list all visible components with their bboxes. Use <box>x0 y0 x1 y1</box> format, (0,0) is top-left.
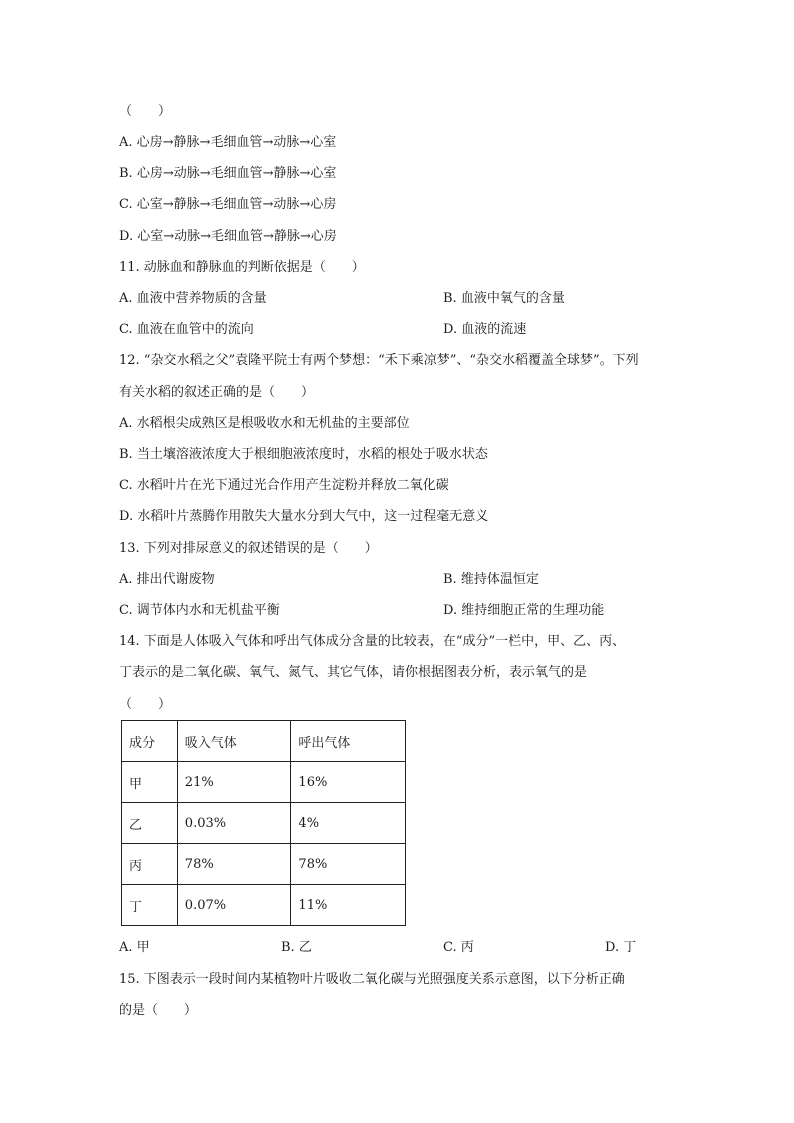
q11-option-b: B. 血液中氧气的含量 <box>443 291 565 306</box>
table-cell: 21% <box>177 762 291 803</box>
table-cell: 16% <box>291 762 406 803</box>
table-header-cell: 吸入气体 <box>177 721 291 762</box>
q13-option-a: A. 排出代谢废物 <box>119 572 215 587</box>
table-cell: 0.03% <box>177 803 291 844</box>
q14-option-a: A. 甲 <box>119 940 150 955</box>
q12-option-c: C. 水稻叶片在光下通过光合作用产生淀粉并释放二氧化碳 <box>119 478 449 493</box>
table-header-row <box>122 721 406 762</box>
table-row <box>122 844 406 885</box>
table-cell: 乙 <box>122 803 178 844</box>
q12-option-a: A. 水稻根尖成熟区是根吸收水和无机盐的主要部位 <box>119 416 410 431</box>
table-cell: 78% <box>177 844 291 885</box>
table-cell: 0.07% <box>177 885 291 926</box>
q14-option-d: D. 丁 <box>605 940 637 955</box>
q14-paren: （ ） <box>119 697 172 712</box>
table-cell: 11% <box>291 885 406 926</box>
table-cell: 4% <box>291 803 406 844</box>
q13-option-b: B. 维持体温恒定 <box>443 572 539 587</box>
q12-stem-line2: 有关水稻的叙述正确的是（ ） <box>119 385 315 400</box>
q10-option-a: A. 心房→静脉→毛细血管→动脉→心室 <box>119 135 337 150</box>
q14-stem-line2: 丁表示的是二氧化碳、氧气、氮气、其它气体，请你根据图表分析，表示氧气的是 <box>119 665 588 680</box>
q12-option-d: D. 水稻叶片蒸腾作用散失大量水分到大气中，这一过程毫无意义 <box>119 509 489 524</box>
q13-option-c: C. 调节体内水和无机盐平衡 <box>119 603 280 618</box>
q11-option-c: C. 血液在血管中的流向 <box>119 322 254 337</box>
q15-stem-line1: 15. 下图表示一段时间内某植物叶片吸收二氧化碳与光照强度关系示意图，以下分析正确 <box>119 972 625 987</box>
q15-stem-line2: 的是（ ） <box>119 1003 198 1018</box>
table-cell: 甲 <box>122 762 178 803</box>
table-cell: 丁 <box>122 885 178 926</box>
q13-option-d: D. 维持细胞正常的生理功能 <box>443 603 605 618</box>
q13-stem: 13. 下列对排尿意义的叙述错误的是（ ） <box>119 541 378 556</box>
q10-option-b: B. 心房→动脉→毛细血管→静脉→心室 <box>119 166 337 181</box>
table-cell: 78% <box>291 844 406 885</box>
table-row <box>122 803 406 844</box>
q11-stem: 11. 动脉血和静脉血的判断依据是（ ） <box>119 260 365 275</box>
table-cell: 丙 <box>122 844 178 885</box>
q14-option-b: B. 乙 <box>281 940 312 955</box>
q10-option-c: C. 心室→静脉→毛细血管→动脉→心房 <box>119 197 337 212</box>
table-row <box>122 762 406 803</box>
q14-option-c: C. 丙 <box>443 940 474 955</box>
q12-option-b: B. 当土壤溶液浓度大于根细胞液浓度时，水稻的根处于吸水状态 <box>119 447 488 462</box>
table-row <box>122 885 406 926</box>
q14-stem-line1: 14. 下面是人体吸入气体和呼出气体成分含量的比较表，在“成分”一栏中，甲、乙、丙、 <box>119 634 626 649</box>
q11-option-a: A. 血液中营养物质的含量 <box>119 291 267 306</box>
q10-paren: （ ） <box>119 104 172 119</box>
gas-composition-table <box>121 720 406 926</box>
q11-option-d: D. 血液的流速 <box>443 322 527 337</box>
table-header-cell: 成分 <box>122 721 178 762</box>
table-header-cell: 呼出气体 <box>291 721 406 762</box>
q12-stem-line1: 12. “杂交水稻之父”袁隆平院士有两个梦想：“禾下乘凉梦”、“杂交水稻覆盖全球梦”。下列 <box>119 353 639 368</box>
q10-option-d: D. 心室→动脉→毛细血管→静脉→心房 <box>119 229 337 244</box>
